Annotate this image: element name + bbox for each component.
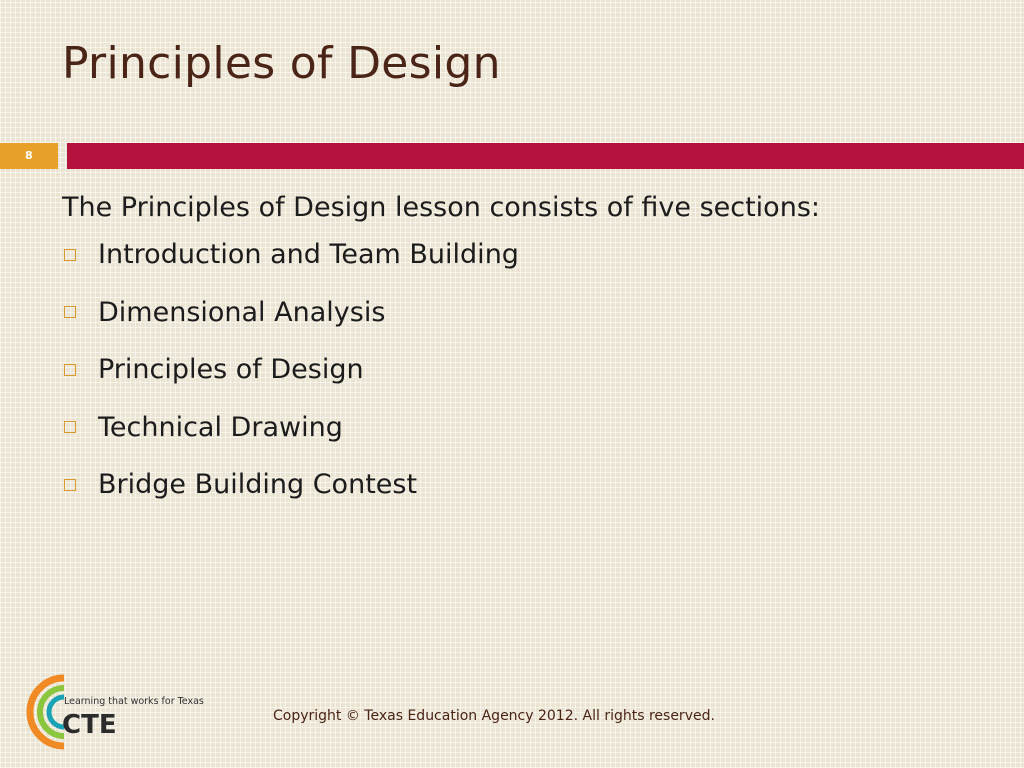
hollow-square-bullet-icon [64,306,76,318]
list-item [62,226,1002,284]
slide-title: Principles of Design [62,38,501,89]
hollow-square-bullet-icon [64,421,76,433]
slide-body [62,188,1002,514]
cte-logo [24,672,224,752]
list-item [62,284,1002,342]
list-item [62,399,1002,457]
list-item [62,341,1002,399]
logo-wordmark: CTE [62,710,117,740]
list-item-label: Principles of Design [98,354,364,386]
copyright-notice: Copyright © Texas Education Agency 2012. All rights reserved. [273,708,715,724]
list-item-label: Bridge Building Contest [98,469,418,501]
section-list [62,226,1002,514]
hollow-square-bullet-icon [64,364,76,376]
list-item-label: Dimensional Analysis [98,296,386,328]
title-accent-bar [67,143,1024,169]
list-item-label: Technical Drawing [98,411,343,443]
slide-number-badge: 8 [0,143,58,169]
list-item [62,456,1002,514]
hollow-square-bullet-icon [64,479,76,491]
list-item-label: Introduction and Team Building [98,239,519,271]
hollow-square-bullet-icon [64,249,76,261]
intro-text: The Principles of Design lesson consists of five sections: [62,192,820,223]
logo-tagline: Learning that works for Texas [64,696,204,707]
